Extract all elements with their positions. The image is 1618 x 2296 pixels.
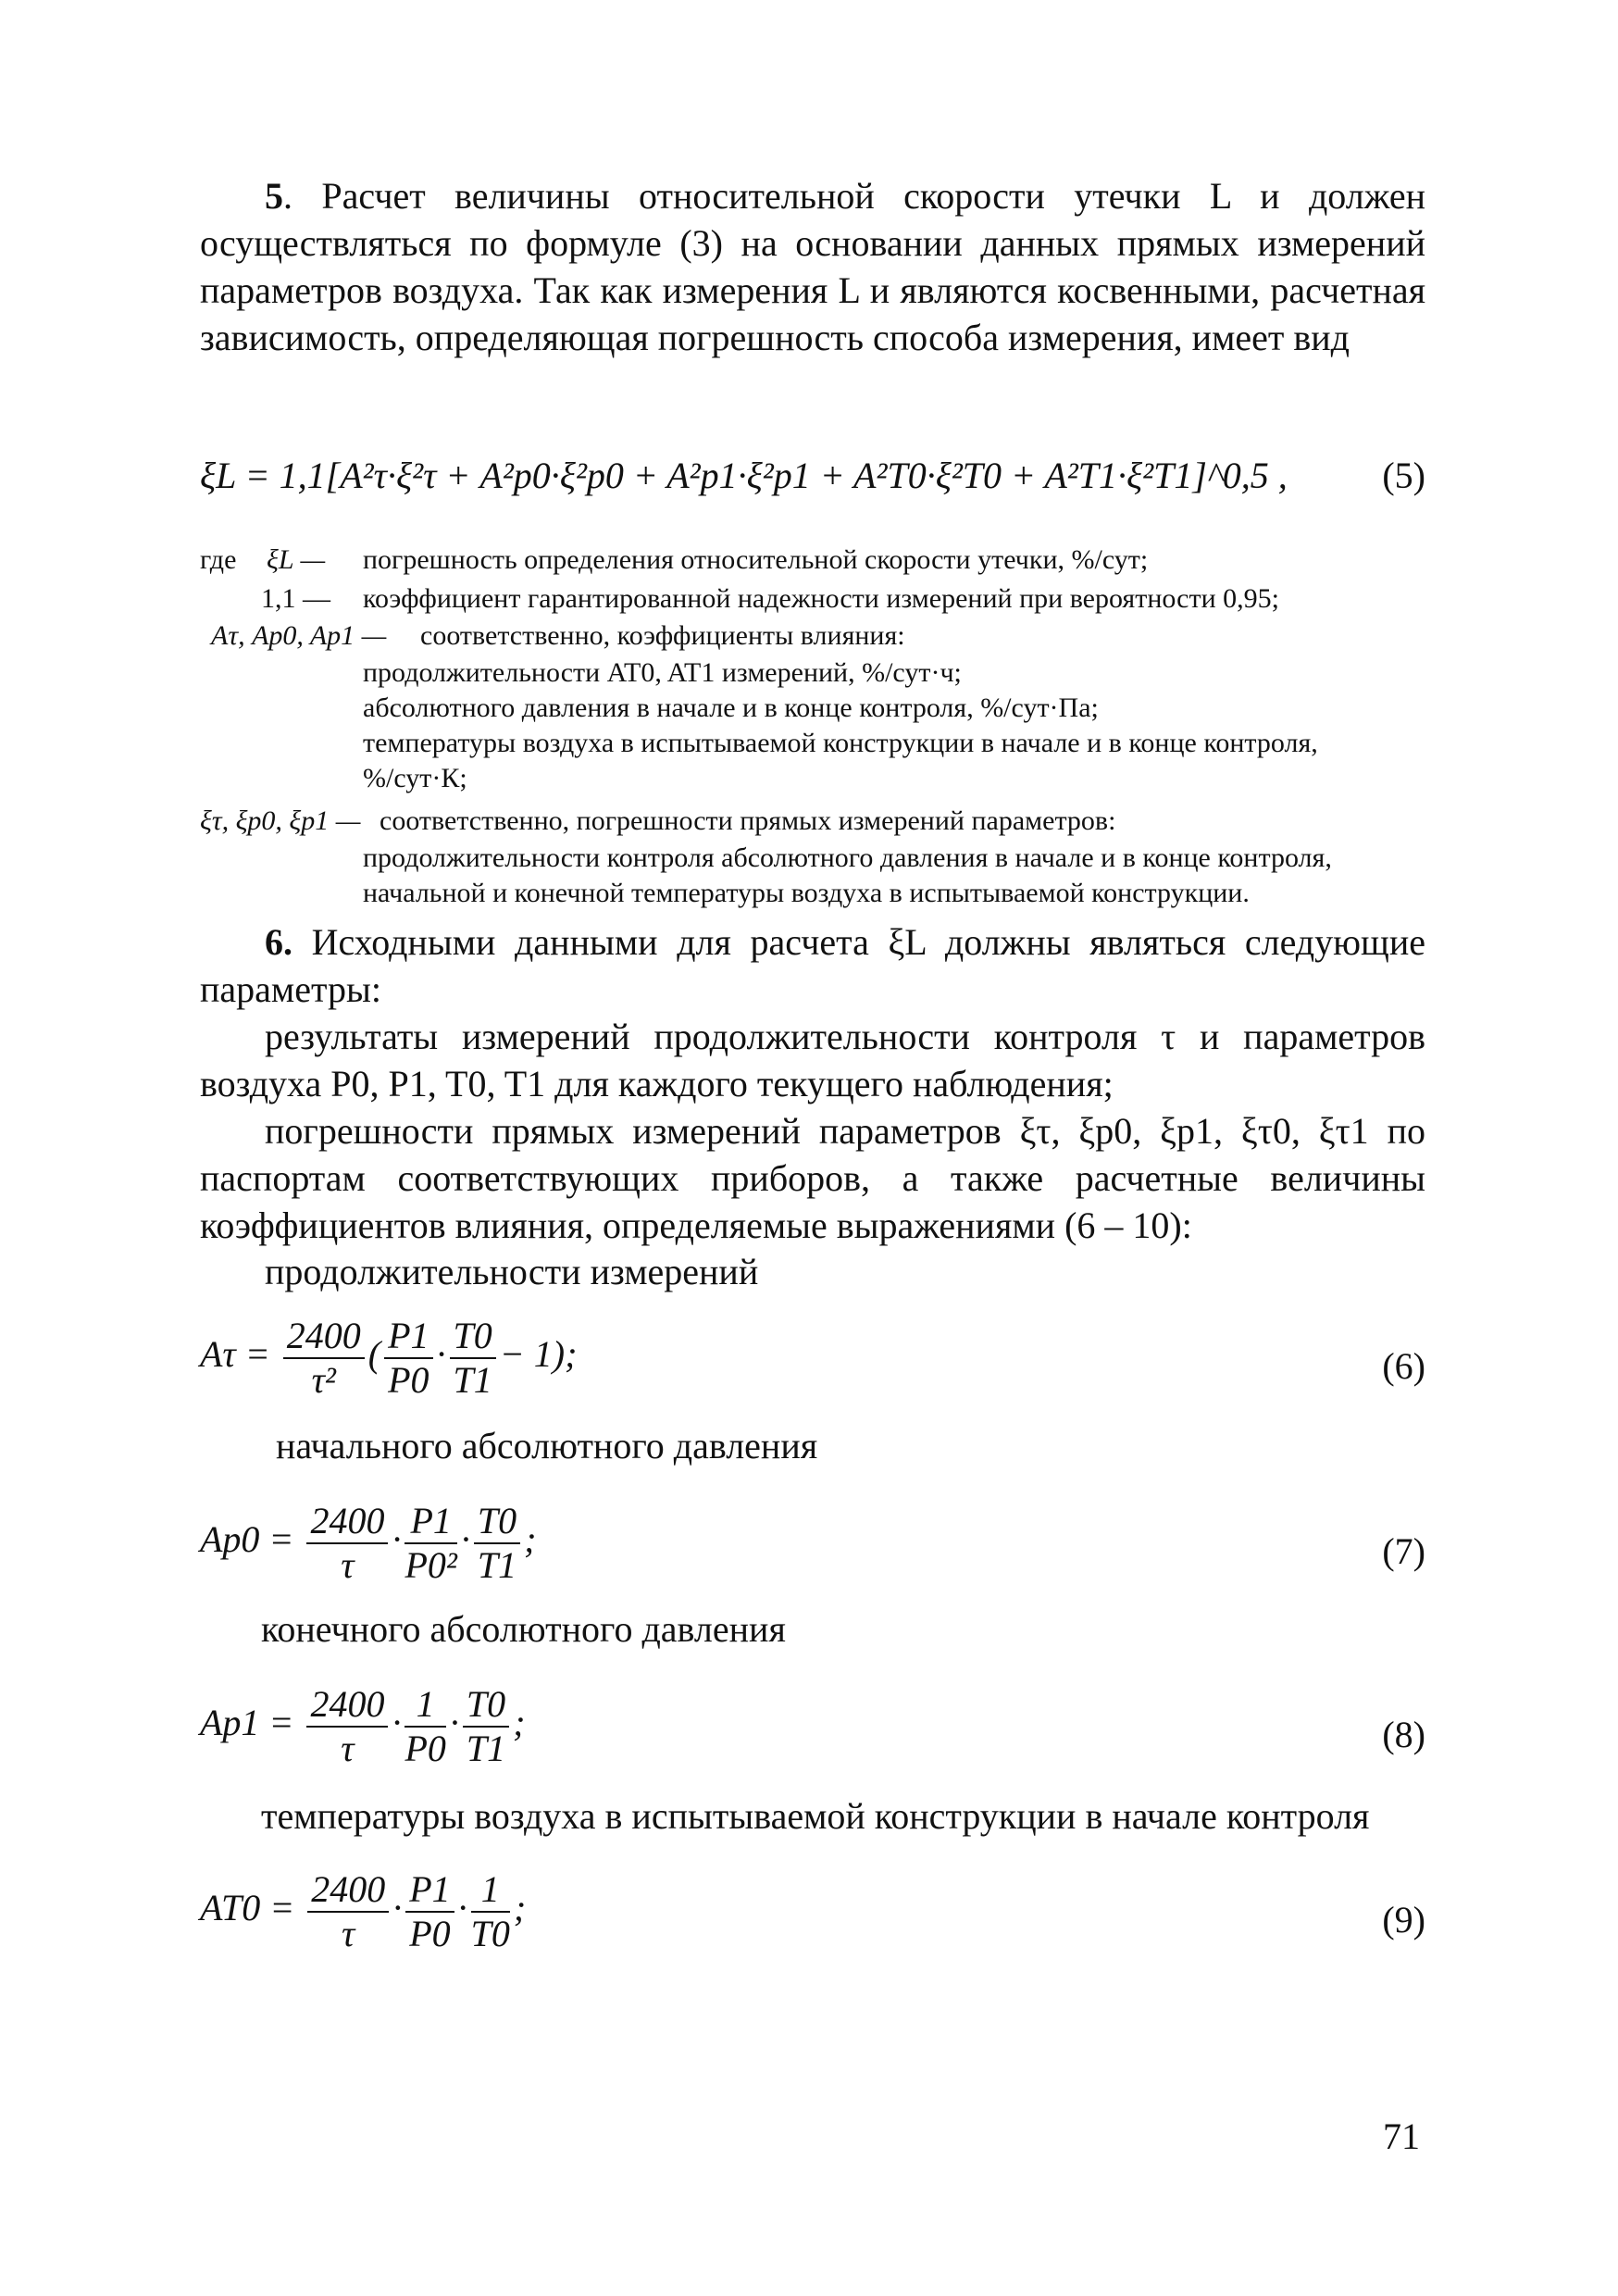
equation-7-lhs: Ap0 = — [200, 1518, 294, 1561]
section-6-p2-text: погрешности прямых измерений параметров ξτ, ξp0, ξp1, ξτ0, ξτ1 по паспортам соответствующих приборов, а также расчетные величины коэффициентов влияния, определяемые выражениями (6 – 10): — [200, 1110, 1425, 1246]
equation-8-formula: Ap1 = $\frac{2400}{\tau}$ · $\frac{1}{P0}$ · $\frac{T0}{T1}$ ; — [200, 1683, 526, 1769]
equation-7-f1d: P0² — [404, 1544, 457, 1586]
section-6-p1 — [200, 1013, 1425, 1107]
equation-6-number: (6) — [1382, 1345, 1425, 1387]
def-row3-line1: продолжительности AT0, AT1 измерений, %/сут·ч; — [363, 657, 962, 688]
equation-6-tail: − 1); — [499, 1333, 578, 1376]
equation-7-f2n: T0 — [474, 1500, 520, 1544]
equation-9-lhs: AT0 = — [200, 1887, 295, 1929]
equation-5 — [200, 454, 1425, 537]
section-6-p3-text: продолжительности измерений — [265, 1251, 759, 1292]
definitions-where: где — [200, 544, 237, 575]
def-row2-symbol: 1,1 — — [261, 583, 330, 614]
section-6-p1-text: результаты измерений продолжительности контроля τ и параметров воздуха P0, P1, T0, T1 для каждого текущего наблюдения; — [200, 1016, 1425, 1104]
equation-8-f1n: 1 — [404, 1683, 445, 1728]
def-row3-line3: температуры воздуха в испытываемой конструкции в начале и в конце контроля, — [363, 728, 1318, 758]
def-row4-line1: продолжительности контроля абсолютного давления в начале и в конце контроля, — [363, 842, 1332, 873]
section-5-number: 5 — [265, 175, 283, 217]
def-row3-text: соответственно, коэффициенты влияния: — [420, 620, 905, 651]
equation-8-f1d: P0 — [404, 1728, 446, 1769]
equation-9-f1d: P0 — [409, 1913, 451, 1954]
equation-7-num: 2400 — [306, 1500, 388, 1544]
equation-7-number: (7) — [1382, 1530, 1425, 1572]
def-row3-line2: абсолютного давления в начале и в конце контроля, %/сут·Па; — [363, 693, 1099, 723]
equation-6-formula: Aτ = $\frac{2400}{\text{τ²}}$ ( $\frac{P1}{P0}$ · $\frac{T0}{T1}$ − 1); — [200, 1315, 578, 1401]
equation-6-f2n: T0 — [450, 1315, 496, 1359]
equation-9-f2n: 1 — [471, 1868, 510, 1913]
equation-6-lhs: Aτ = — [200, 1333, 270, 1376]
equation-6-f1n: P1 — [384, 1315, 432, 1359]
equation-9-f1n: P1 — [405, 1868, 454, 1913]
label-eq7: начального абсолютного давления — [276, 1425, 818, 1466]
def-row4-line2: начальной и конечной температуры воздуха в испытываемой конструкции. — [363, 878, 1250, 908]
equation-7-f2d: T1 — [477, 1544, 517, 1586]
equation-8-f2n: T0 — [463, 1683, 509, 1728]
equation-6-f1d: P0 — [388, 1359, 429, 1401]
label-eq9: температуры воздуха в испытываемой конструкции в начале контроля — [261, 1795, 1370, 1837]
equation-9-tail: ; — [513, 1887, 527, 1929]
def-row1-symbol: ξL — — [267, 544, 326, 575]
def-row1-text: погрешность определения относительной скорости утечки, %/сут; — [363, 544, 1149, 575]
section-6-paragraph — [200, 918, 1425, 1013]
equation-9 — [200, 1868, 1425, 1970]
section-5-paragraph — [200, 172, 1425, 361]
def-row3-line4: %/сут·К; — [363, 763, 467, 793]
equation-8-number: (8) — [1382, 1714, 1425, 1755]
equation-8 — [200, 1683, 1425, 1785]
equation-6 — [200, 1315, 1425, 1416]
equation-7-formula: Ap0 = $\frac{2400}{\tau}$ · $\frac{P1}{\text{P0²}}$ · $\frac{T0}{T1}$ ; — [200, 1500, 537, 1586]
section-6-p2 — [200, 1107, 1425, 1249]
def-row4-text: соответственно, погрешности прямых измерений параметров: — [380, 805, 1116, 836]
equation-7-f1n: P1 — [404, 1500, 456, 1544]
section-6-p3 — [200, 1248, 1425, 1295]
equation-9-f2d: T0 — [470, 1913, 510, 1954]
equation-8-den: τ — [341, 1728, 355, 1769]
page-number: 71 — [1383, 2115, 1420, 2157]
equation-8-lhs: Ap1 = — [200, 1702, 294, 1744]
section-6-text: Исходными данными для расчета ξL должны являться следующие параметры: — [200, 921, 1425, 1010]
equation-9-den: τ — [342, 1913, 355, 1954]
equation-7-den: τ — [341, 1544, 355, 1586]
def-row3-symbol: Aτ, Ap0, Ap1 — — [211, 620, 387, 651]
equation-6-num: 2400 — [283, 1315, 365, 1359]
equation-9-number: (9) — [1382, 1899, 1425, 1940]
label-eq8: конечного абсолютного давления — [261, 1608, 786, 1650]
section-6-number: 6. — [265, 921, 292, 963]
equation-5-number: (5) — [1382, 455, 1425, 496]
def-row2-text: коэффициент гарантированной надежности измерений при вероятности 0,95; — [363, 583, 1279, 614]
def-row4-symbol: ξτ, ξp0, ξp1 — — [200, 805, 361, 836]
equation-8-num: 2400 — [306, 1683, 388, 1728]
equation-5-formula: ξL = 1,1[A²τ·ξ²τ + A²p0·ξ²p0 + A²p1·ξ²p1 + A²T0·ξ²T0 + A²T1·ξ²T1]^0,5 , — [200, 455, 1288, 496]
equation-6-f2d: T1 — [453, 1359, 492, 1401]
equation-7 — [200, 1500, 1425, 1602]
equation-8-f2d: T1 — [466, 1728, 506, 1769]
equation-9-num: 2400 — [307, 1868, 389, 1913]
section-5-text: . Расчет величины относительной скорости утечки L и должен осуществляться по формуле (3) на основании данных прямых измерений параметров воздуха. Так как измерения L и являются косвенными, расчетная зависимость, определяющая погрешность способа измерения, имеет вид — [200, 175, 1425, 358]
equation-9-formula: AT0 = $\frac{2400}{\tau}$ · $\frac{P1}{P0}$ · $\frac{1}{T0}$ ; — [200, 1868, 527, 1954]
equation-7-tail: ; — [524, 1518, 537, 1561]
equation-6-den: τ² — [311, 1359, 336, 1401]
equation-8-tail: ; — [513, 1702, 526, 1744]
